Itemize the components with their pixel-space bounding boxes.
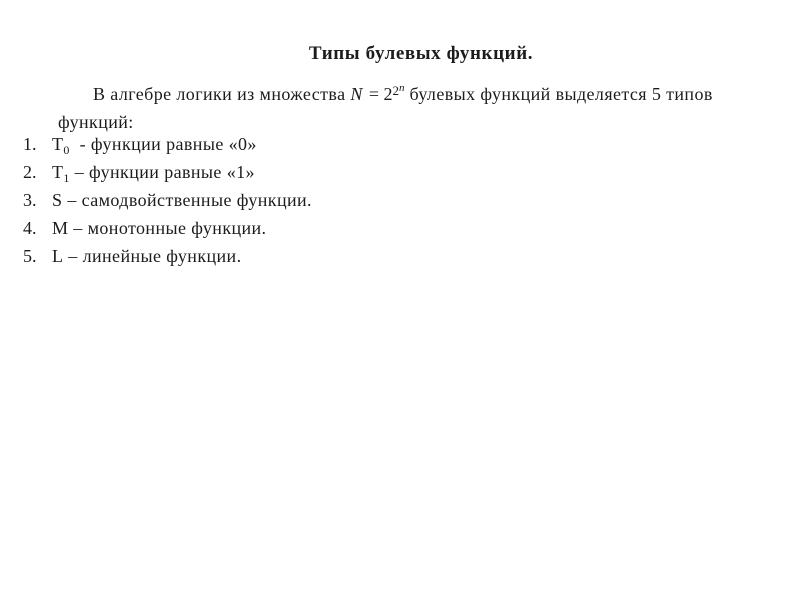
list-item-number: 4. — [23, 218, 37, 238]
list-item-description: – самодвойственные функции. — [62, 190, 312, 210]
list-item-description: – линейные функции. — [63, 246, 242, 266]
list-item-text — [52, 158, 255, 186]
list-item — [23, 186, 312, 214]
intro-paragraph-line1 — [58, 74, 792, 108]
list-item-symbol: M — [52, 218, 69, 238]
list-item — [23, 214, 312, 242]
formula-exponent-power: n — [399, 82, 405, 94]
intro-paragraph-line2: функций: — [58, 112, 134, 132]
formula-equals-sign: = — [368, 84, 380, 104]
list-item-number: 5. — [23, 246, 37, 266]
list-item-symbol: T — [52, 134, 64, 154]
formula-base: 2 — [383, 84, 393, 104]
formula-exponent-base-digit: 2 — [392, 83, 400, 98]
list-item-text — [52, 242, 241, 270]
list-item-subscript: 1 — [63, 171, 70, 185]
list-item-symbol: T — [52, 162, 64, 182]
formula-exponent-base — [393, 83, 405, 98]
list-item-number: 1. — [23, 134, 37, 154]
list-item-subscript: 0 — [63, 143, 70, 157]
list-item — [23, 130, 312, 158]
list-item — [23, 158, 312, 186]
list-item-text — [52, 186, 312, 214]
list-item-description: – функции равные «1» — [69, 162, 255, 182]
list-item — [23, 242, 312, 270]
intro-paragraph — [58, 74, 792, 136]
list-item-symbol: L — [52, 246, 64, 266]
formula-variable: N — [350, 84, 363, 104]
list-item-text — [52, 130, 257, 158]
list-item-description: - функции равные «0» — [69, 134, 257, 154]
list-item-symbol: S — [52, 190, 63, 210]
slide-title: Типы булевых функций. — [308, 43, 534, 64]
intro-text-before-formula: В алгебре логики из множества — [93, 84, 346, 104]
list-item-text — [52, 214, 266, 242]
intro-text-after-formula: булевых функций выделяется 5 типов — [409, 84, 713, 104]
formula-n-equals-2-pow-2-pow-n — [350, 84, 404, 104]
list-item-number: 3. — [23, 190, 37, 210]
list-item-number: 2. — [23, 162, 37, 182]
function-types-list — [23, 130, 312, 270]
list-item-description: – монотонные функции. — [68, 218, 267, 238]
